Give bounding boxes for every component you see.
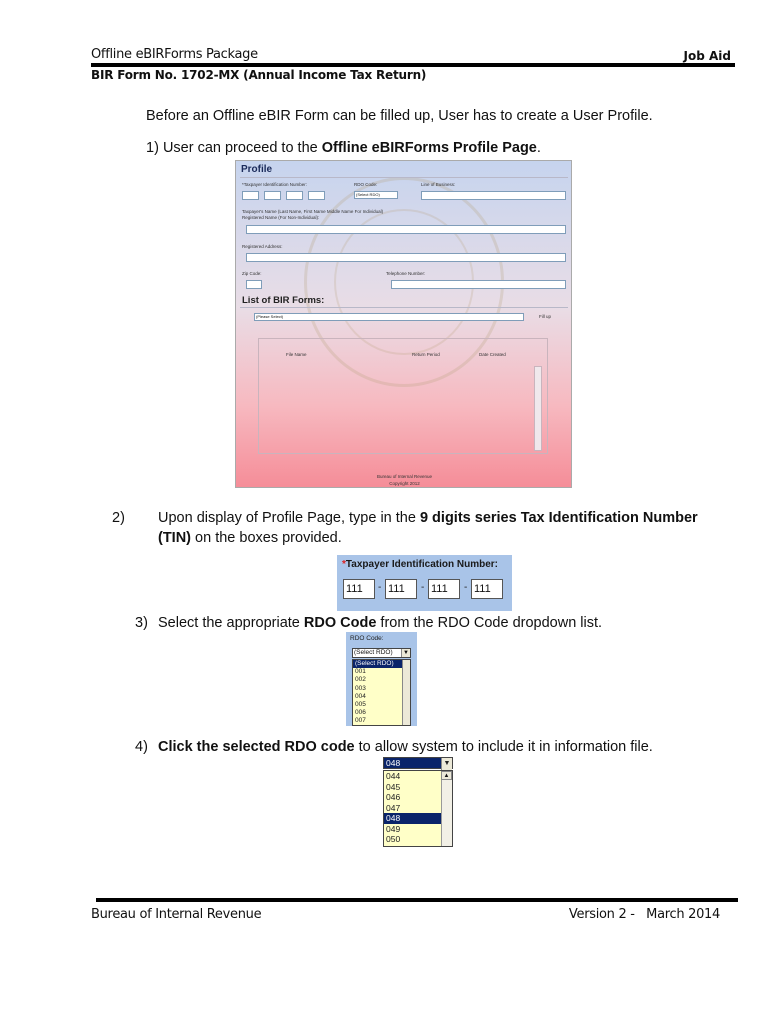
form-select[interactable]: (Please Select) [254, 313, 524, 321]
header-job-aid: Job Aid [683, 49, 731, 63]
profile-footer-bir: Bureau of Internal Revenue [376, 474, 433, 479]
step-2 [112, 508, 698, 548]
fill-up-button[interactable]: Fill up [539, 314, 552, 319]
footer-rule [96, 898, 738, 902]
tin-dash: - [464, 582, 468, 593]
tin-field-4[interactable]: 111 [471, 579, 503, 599]
step-1-text: User can proceed to the [162, 140, 322, 156]
list-of-forms-title: List of BIR Forms: [242, 295, 325, 306]
chevron-down-icon[interactable]: ▼ [401, 649, 410, 657]
footer-left: Bureau of Internal Revenue [91, 907, 262, 922]
telephone-input[interactable] [391, 280, 566, 289]
step-1 [146, 138, 541, 158]
rdo-option[interactable]: 047 [386, 802, 401, 813]
step-4-post: to allow system to include it in information file. [354, 739, 653, 755]
rdo-dropdown-value: (Select RDO) [354, 649, 393, 656]
profile-title-rule [240, 177, 568, 178]
rdo-selected-screenshot [383, 757, 453, 847]
rdo-selected-select[interactable] [383, 757, 453, 769]
rdo-select[interactable]: (Select RDO) [354, 191, 398, 199]
rdo-option-highlighted[interactable]: 048 [384, 813, 452, 824]
rdo-scrollbar[interactable] [402, 660, 410, 725]
table-scrollbar[interactable] [534, 366, 542, 451]
rdo-dropdown-select[interactable] [352, 648, 411, 658]
rdo-caption: RDO Code: [350, 635, 384, 642]
header-left-title: Offline eBIRForms Package [91, 47, 258, 62]
col-file-name: File Name [286, 352, 307, 357]
zip-input[interactable] [246, 280, 262, 289]
address-input[interactable] [246, 253, 566, 262]
taxpayer-name-input[interactable] [246, 225, 566, 234]
tin-box-2[interactable] [264, 191, 281, 200]
tin-dash: - [421, 582, 425, 593]
rdo-option[interactable]: 049 [386, 823, 401, 834]
rdo-option[interactable]: 003 [355, 684, 366, 692]
profile-page-screenshot [235, 160, 572, 488]
chevron-down-icon[interactable]: ▼ [441, 758, 452, 770]
profile-footer-copyright: Copyright 2012 [389, 481, 420, 486]
tin-caption-text: Taxpayer Identification Number: [345, 559, 498, 570]
registered-name-label: Registered Name (For Non-Individual): [242, 215, 320, 220]
rdo-option[interactable]: 002 [355, 676, 366, 684]
step-3-text: Select the appropriate [158, 615, 304, 631]
footer-version: Version 2 - March 2014 [568, 907, 720, 922]
step-1-post: . [536, 140, 541, 156]
header-subtitle: BIR Form No. 1702-MX (Annual Income Tax Return) [91, 68, 427, 82]
rdo-option[interactable]: 050 [386, 834, 401, 844]
step-2-post: on the boxes provided. [191, 530, 342, 546]
rdo-option[interactable]: 004 [355, 692, 366, 700]
rdo-label: RDO Code: [354, 182, 378, 187]
rdo-selected-scrollbar[interactable] [441, 771, 452, 846]
step-4 [135, 737, 653, 757]
rdo-dropdown-screenshot [346, 632, 417, 726]
rdo-option[interactable]: 044 [386, 771, 401, 781]
rdo-option[interactable]: 046 [386, 792, 401, 802]
rdo-selected-list[interactable] [383, 770, 453, 847]
header-rule [91, 63, 735, 67]
col-date-created: Date Created [479, 352, 506, 357]
telephone-label: Telephone Number: [386, 271, 426, 276]
scroll-up-icon[interactable]: ▲ [441, 771, 452, 780]
step-2-text: Upon display of Profile Page, type in the [158, 510, 420, 526]
tin-box-4[interactable] [308, 191, 325, 200]
rdo-dropdown-list[interactable] [352, 659, 411, 726]
step-2-bold: 9 digits series Tax Identification Number (TIN) [158, 510, 698, 546]
zip-label: Zip Code: [242, 271, 262, 276]
tin-input-screenshot [337, 555, 512, 611]
profile-title: Profile [241, 164, 273, 175]
step-2-number: 2) [112, 510, 125, 526]
line-of-business-label: Line of Business: [421, 182, 456, 187]
line-of-business-input[interactable] [421, 191, 566, 200]
tin-dash: - [378, 582, 382, 593]
step-1-number: 1) [146, 140, 159, 156]
required-star: * [342, 559, 346, 570]
step-3 [135, 613, 602, 633]
tin-box-1[interactable] [242, 191, 259, 200]
rdo-option[interactable]: 007 [355, 717, 366, 725]
tin-caption [342, 559, 498, 570]
step-3-post: from the RDO Code dropdown list. [376, 615, 603, 631]
rdo-option[interactable]: 045 [386, 781, 401, 792]
tin-field-3[interactable]: 111 [428, 579, 460, 599]
tin-box-3[interactable] [286, 191, 303, 200]
address-label: Registered Address: [242, 244, 283, 249]
step-1-bold: Offline eBIRForms Profile Page [321, 140, 537, 156]
step-3-number: 3) [135, 615, 148, 631]
taxpayer-name-label: Taxpayer's Name (Last Name, First Name Middle Name For Individual) [242, 209, 384, 214]
col-return-period: Return Period [412, 352, 440, 357]
rdo-option[interactable]: 005 [355, 700, 366, 708]
step-4-number: 4) [135, 739, 148, 755]
tin-field-2[interactable]: 111 [385, 579, 417, 599]
rdo-option[interactable]: 006 [355, 709, 366, 717]
rdo-selected-value: 048 [386, 758, 401, 768]
step-3-bold: RDO Code [303, 615, 377, 631]
step-4-bold: Click the selected RDO code [158, 739, 355, 755]
tin-field-1[interactable]: 111 [343, 579, 375, 599]
tin-label: *Taxpayer Identification Number: [242, 182, 308, 187]
rdo-option[interactable]: (Select RDO) [353, 660, 410, 668]
intro-text: Before an Offline eBIR Form can be filled up, User has to create a User Profile. [146, 108, 653, 124]
list-rule [240, 307, 568, 308]
rdo-option[interactable]: 001 [355, 668, 366, 676]
